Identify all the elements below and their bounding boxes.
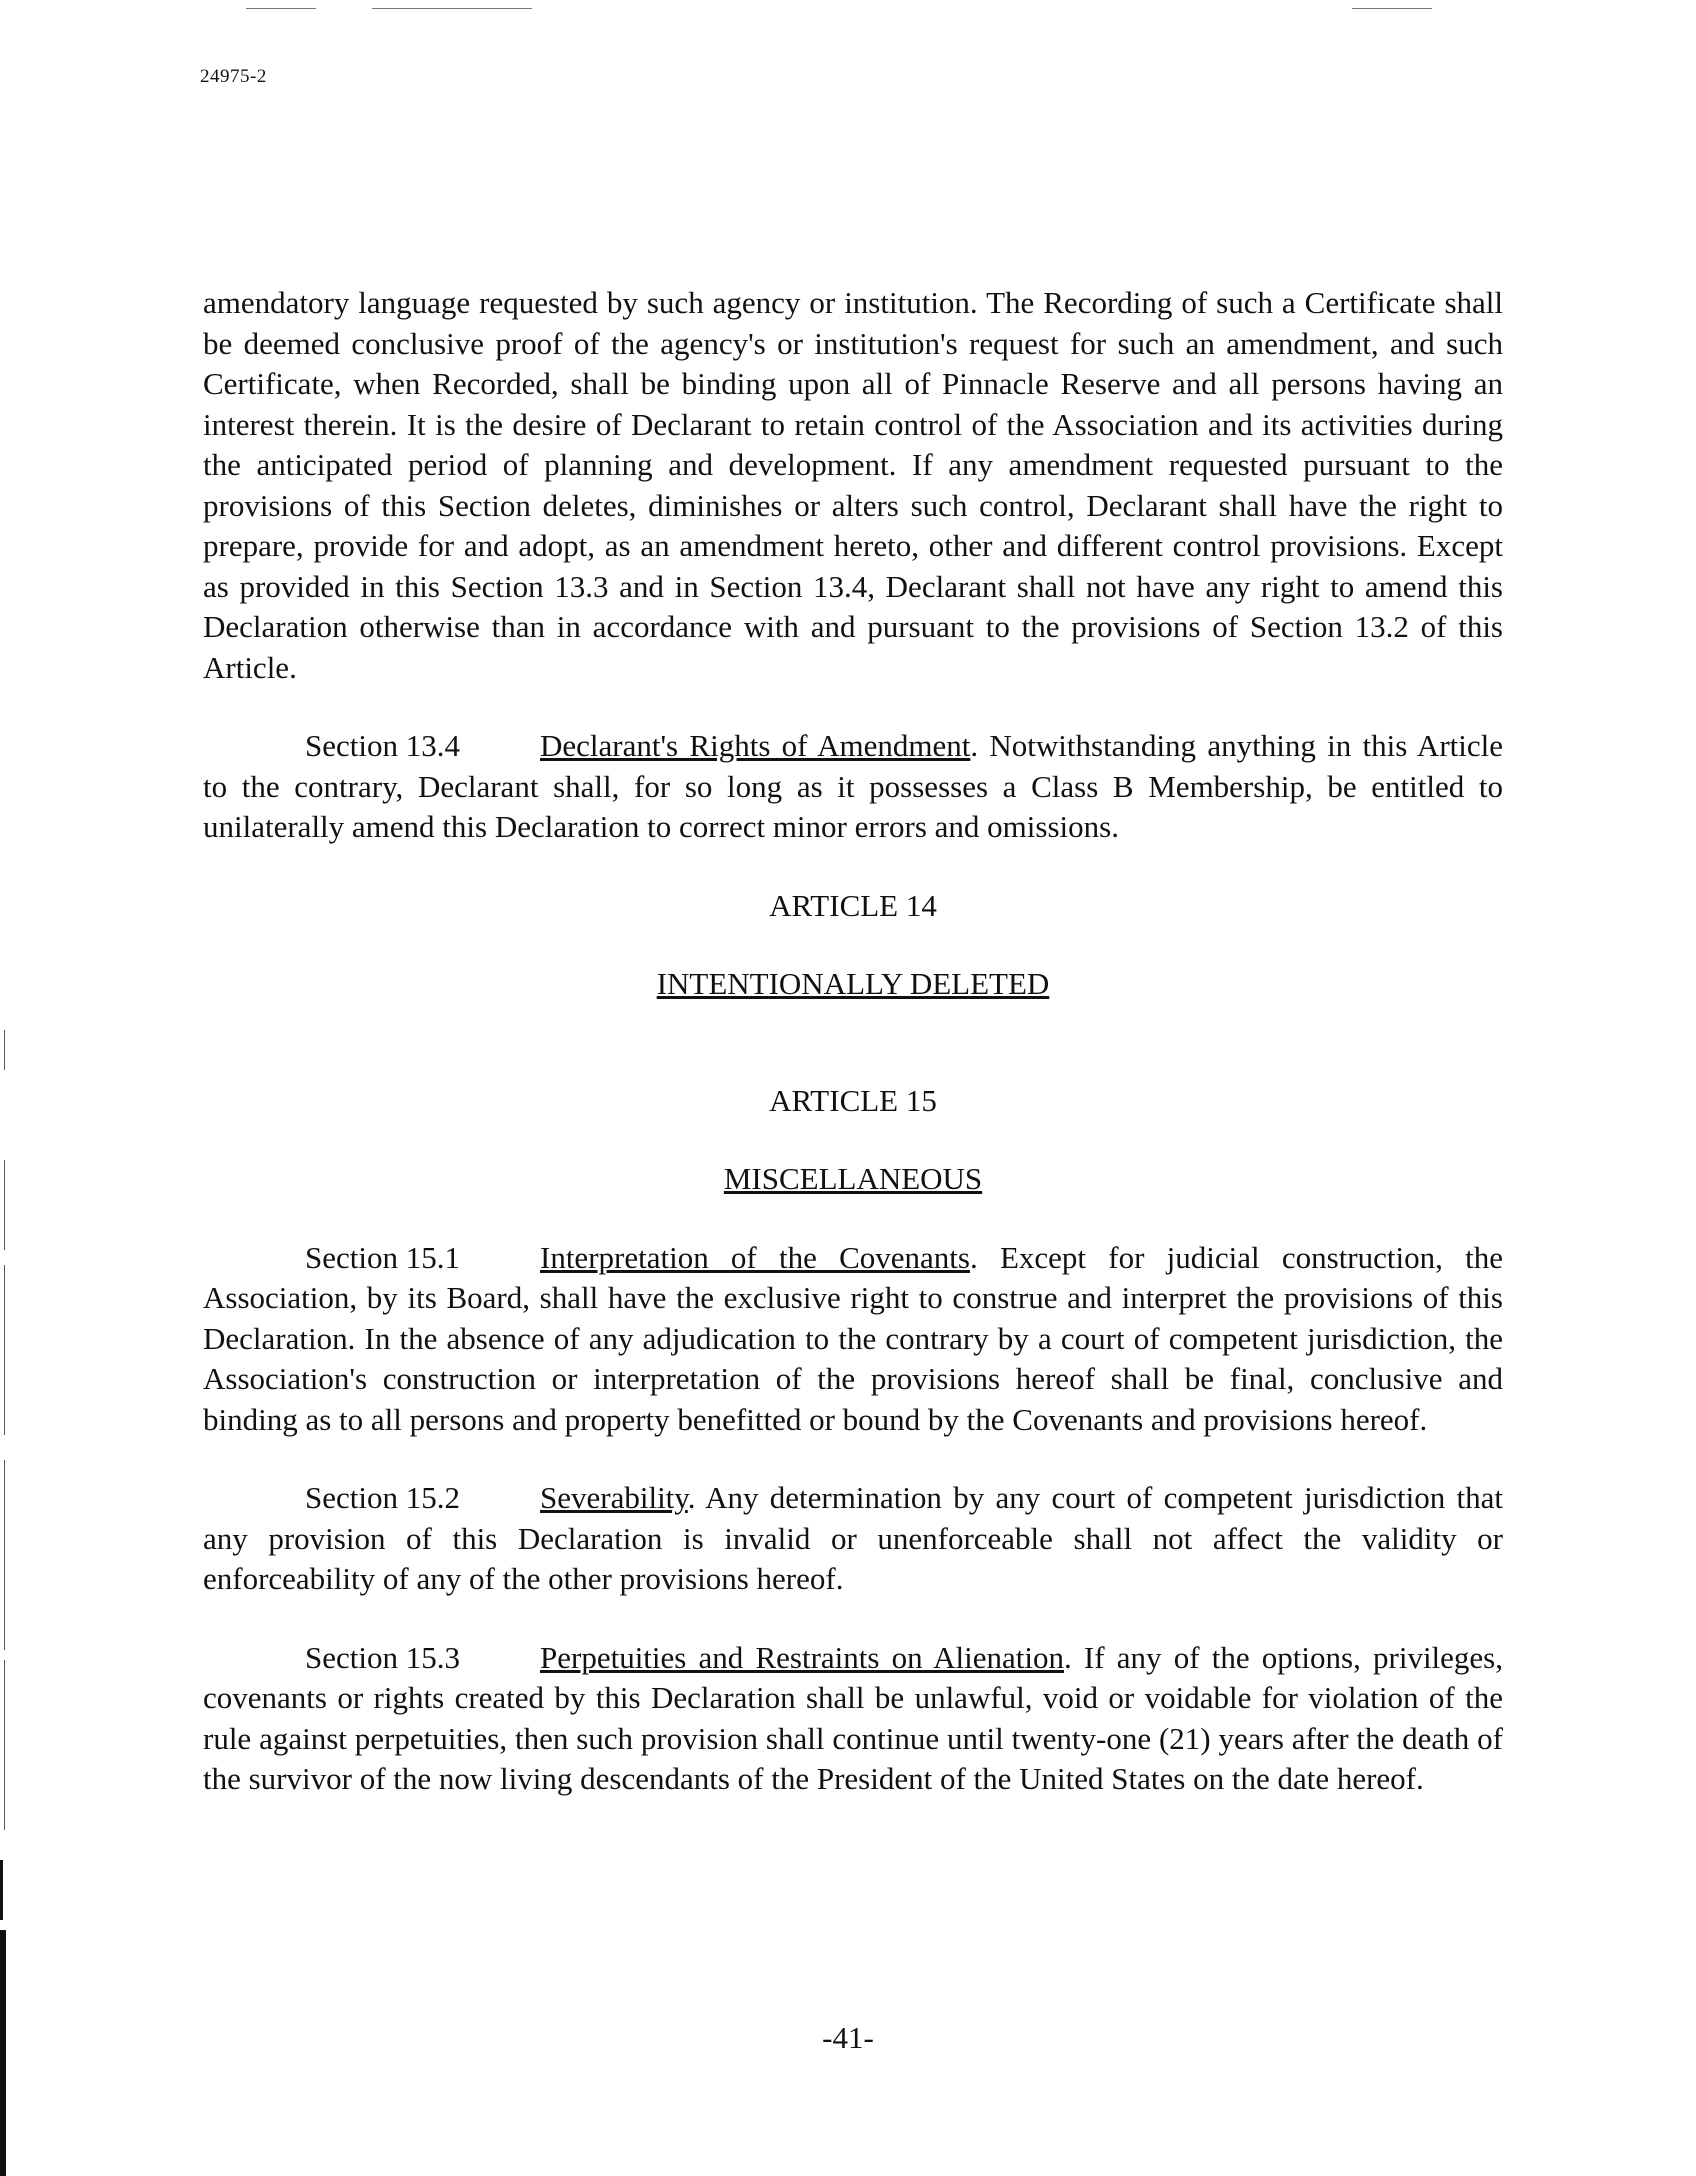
section-text: . Any determination by any court of competent jurisdiction that any provision of this Declaration is invalid or unenforceable shall not affect the validity or enforceability of any of the other provisions hereof. — [203, 1480, 1503, 1596]
section-text: . Notwithstanding anything in this Article to the contrary, Declarant shall, for so long as it possesses a Class B Membership, be entitled to unilaterally amend this Declaration to correct minor errors and omissions. — [203, 728, 1503, 844]
article-14-number: ARTICLE 14 — [769, 887, 937, 923]
section-number: Section 15.3 — [305, 1639, 460, 1675]
page-number: -41- — [822, 2020, 874, 2055]
section-title: Interpretation of the Covenants — [540, 1239, 970, 1275]
scan-edge — [4, 1460, 5, 1650]
document-body — [203, 283, 1503, 1838]
section-15-3 — [203, 1638, 1503, 1800]
article-15-title: MISCELLANEOUS — [723, 1161, 983, 1196]
scan-edge — [4, 1030, 5, 1070]
article-14-title: INTENTIONALLY DELETED — [656, 966, 1050, 1001]
scan-edge — [4, 1660, 5, 1830]
section-text: . Except for judicial construction, the Association, by its Board, shall have the exclusive right to construe and interpret the provisions of this Declaration. In the absence of any adjudication to the contrary by a court of competent jurisdiction, the Association's construction or interpretation of the provisions hereof shall be final, conclusive and binding as to all persons and property benefitted or bound by the Covenants and provisions hereof. — [203, 1239, 1503, 1437]
scan-mark — [372, 8, 532, 9]
scan-edge — [4, 1160, 5, 1250]
section-title: Perpetuities and Restraints on Alienation — [540, 1639, 1064, 1675]
section-15-2 — [203, 1478, 1503, 1600]
section-number: Section 15.1 — [305, 1239, 460, 1275]
section-text: . If any of the options, privileges, covenants or rights created by this Declaration shall be unlawful, void or voidable for violation of the rule against perpetuities, then such provision shall continue until twenty-one (21) years after the death of the survivor of the now living descendants of the President of the United States on the date hereof. — [203, 1639, 1504, 1796]
section-13-4 — [203, 726, 1503, 848]
scan-mark — [246, 8, 316, 9]
document-id: 24975-2 — [200, 66, 267, 87]
continuation-paragraph: amendatory language requested by such agency or institution. The Recording of such a Certificate shall be deemed conclusive proof of the agency's or institution's request for such an amendment, and such Certificate, when Recorded, shall be binding upon all of Pinnacle Reserve and all persons having an interest therein. It is the desire of Declarant to retain control of the Association and its activities during the anticipated period of planning and development. If any amendment requested pursuant to the provisions of this Section deletes, diminishes or alters such control, Declarant shall have the right to prepare, provide for and adopt, as an amendment hereto, other and different control provisions. Except as provided in this Section 13.3 and in Section 13.4, Declarant shall not have any right to amend this Declaration otherwise than in accordance with and pursuant to the provisions of Section 13.2 of this Article. — [203, 285, 1503, 685]
section-number: Section 15.2 — [305, 1480, 460, 1515]
scan-edge — [4, 1265, 5, 1435]
section-15-1 — [203, 1238, 1503, 1441]
scan-mark — [1352, 8, 1432, 9]
section-title: Severability — [540, 1480, 688, 1515]
scan-edge — [0, 1860, 3, 1920]
section-title: Declarant's Rights of Amendment — [540, 728, 971, 763]
article-15-number: ARTICLE 15 — [769, 1082, 937, 1118]
section-number: Section 13.4 — [305, 728, 460, 763]
